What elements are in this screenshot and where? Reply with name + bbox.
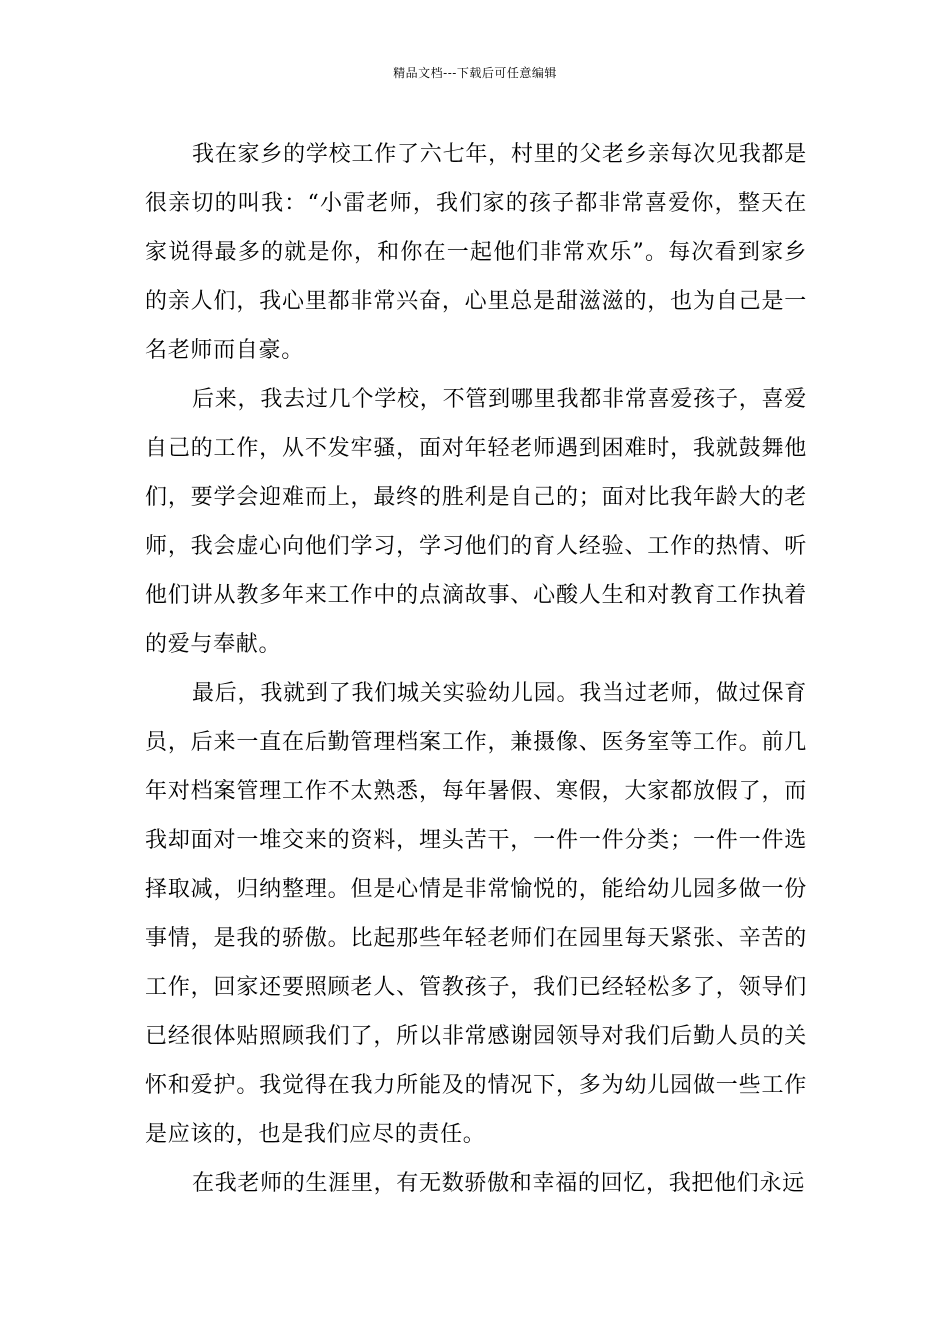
paragraph: 最后，我就到了我们城关实验幼儿园。我当过老师，做过保育员，后来一直在后勤管理档案工作，兼摄像、医务室等工作。前几年对档案管理工作不太熟悉，每年暑假、寒假，大家都放假了，而我却面对一堆交来的资料，埋头苦干，一件一件分类；一件一件选择取减，归纳整理。但是心情是非常愉悦的，能给幼儿园多做一份事情，是我的骄傲。比起那些年轻老师们在园里每天紧张、辛苦的工作，回家还要照顾老人、管教孩子，我们已经轻松多了，领导们已经很体贴照顾我们了，所以非常感谢园领导对我们后勤人员的关怀和爱护。我觉得在我力所能及的情况下，多为幼儿园做一些工作是应该的，也是我们应尽的责任。 [145,681,807,1147]
paragraph: 我在家乡的学校工作了六七年，村里的父老乡亲每次见我都是很亲切的叫我：“小雷老师，我们家的孩子都非常喜爱你，整天在家说得最多的就是你，和你在一起他们非常欢乐”。每次看到家乡的亲人们，我心里都非常兴奋，心里总是甜滋滋的，也为自己是一名老师而自豪。 [145,142,807,363]
document-body [145,130,807,1208]
paragraph: 后来，我去过几个学校，不管到哪里我都非常喜爱孩子，喜爱自己的工作，从不发牢骚，面对年轻老师遇到困难时，我就鼓舞他们，要学会迎难而上，最终的胜利是自己的；面对比我年龄大的老师，我会虚心向他们学习，学习他们的育人经验、工作的热情、听他们讲从教多年来工作中的点滴故事、心酸人生和对教育工作执着的爱与奉献。 [145,387,807,657]
paragraph: 在我老师的生涯里，有无数骄傲和幸福的回忆，我把他们永远 [192,1171,805,1196]
page-header: 精品文档---下载后可任意编辑 [393,66,557,80]
